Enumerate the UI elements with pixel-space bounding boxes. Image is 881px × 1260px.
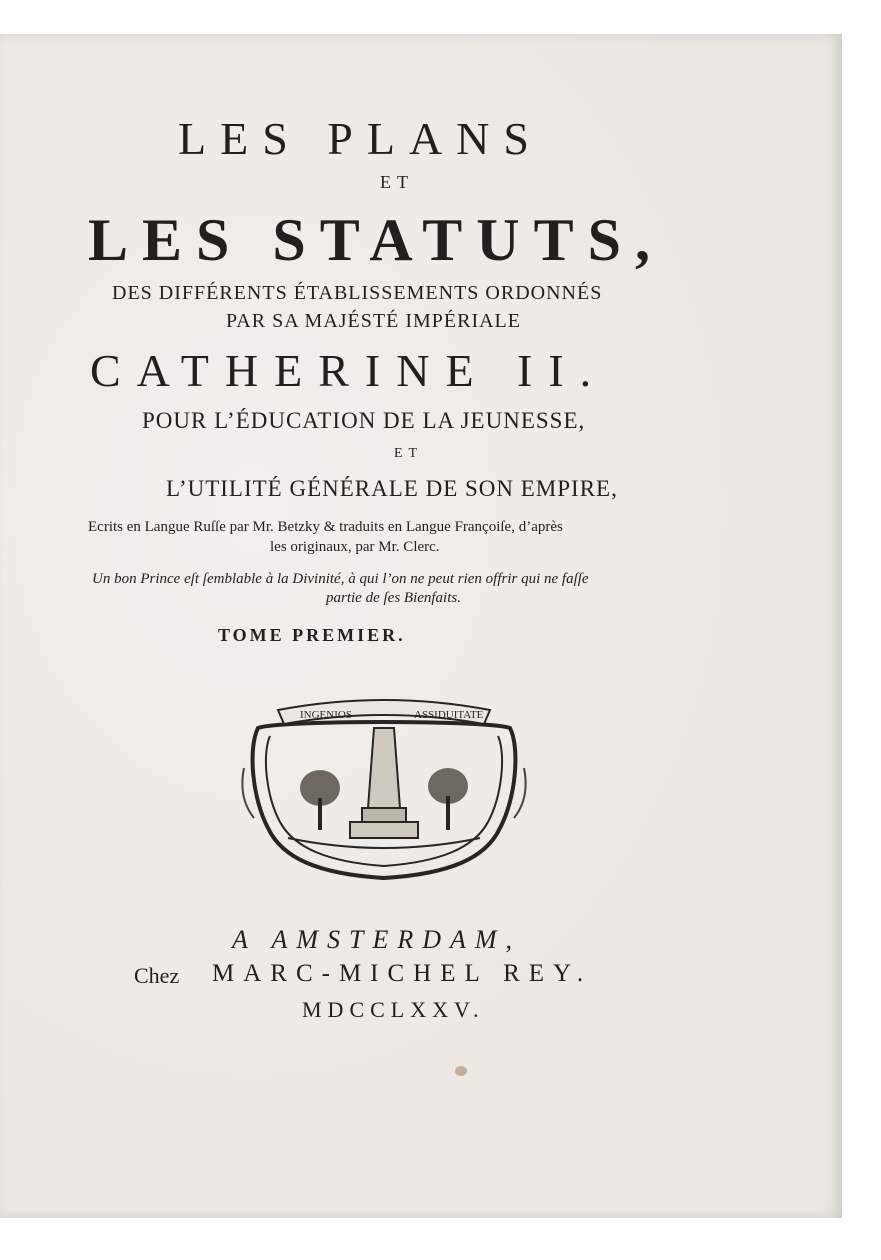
- authorship-line-2: les originaux, par Mr. Clerc.: [270, 539, 440, 555]
- imprint-publisher: MARC-MICHEL REY.: [212, 960, 593, 987]
- title-line-3: LES STATUTS,: [88, 207, 664, 273]
- imprint-chez: Chez: [134, 963, 180, 988]
- title-line-1: LES PLANS: [178, 113, 543, 164]
- vignette-motto-right: ASSIDUITATE: [414, 709, 484, 721]
- paper-stain: [455, 1066, 467, 1076]
- purpose-line-2: L’UTILITÉ GÉNÉRALE DE SON EMPIRE,: [166, 476, 618, 501]
- epigraph-line-1: Un bon Prince eſt ſemblable à la Divinité, à qui l’on ne peut rien offrir qui ne faſſe: [92, 571, 589, 587]
- imprint-city: A AMSTERDAM,: [232, 925, 522, 954]
- purpose-line-1: POUR L’ÉDUCATION DE LA JEUNESSE,: [142, 408, 586, 433]
- title-line-2: ET: [380, 172, 414, 192]
- vignette-motto-left: INGENIOS: [300, 709, 352, 721]
- subtitle-line-2: PAR SA MAJÉSTÉ IMPÉRIALE: [226, 310, 521, 332]
- epigraph-line-2: partie de ſes Bienfaits.: [326, 590, 461, 606]
- subtitle-line-1: DES DIFFÉRENTS ÉTABLISSEMENTS ORDONNÉS: [112, 282, 603, 304]
- monarch-name: CATHERINE II.: [90, 345, 608, 396]
- imprint-year: MDCCLXXV.: [302, 997, 485, 1022]
- authorship-line-1: Ecrits en Langue Ruſſe par Mr. Betzky & traduits en Langue Françoiſe, d’après: [88, 519, 563, 535]
- obelisk-vignette-icon: [238, 688, 530, 888]
- purpose-conjunction: ET: [394, 446, 424, 461]
- volume-label: TOME PREMIER.: [218, 625, 406, 645]
